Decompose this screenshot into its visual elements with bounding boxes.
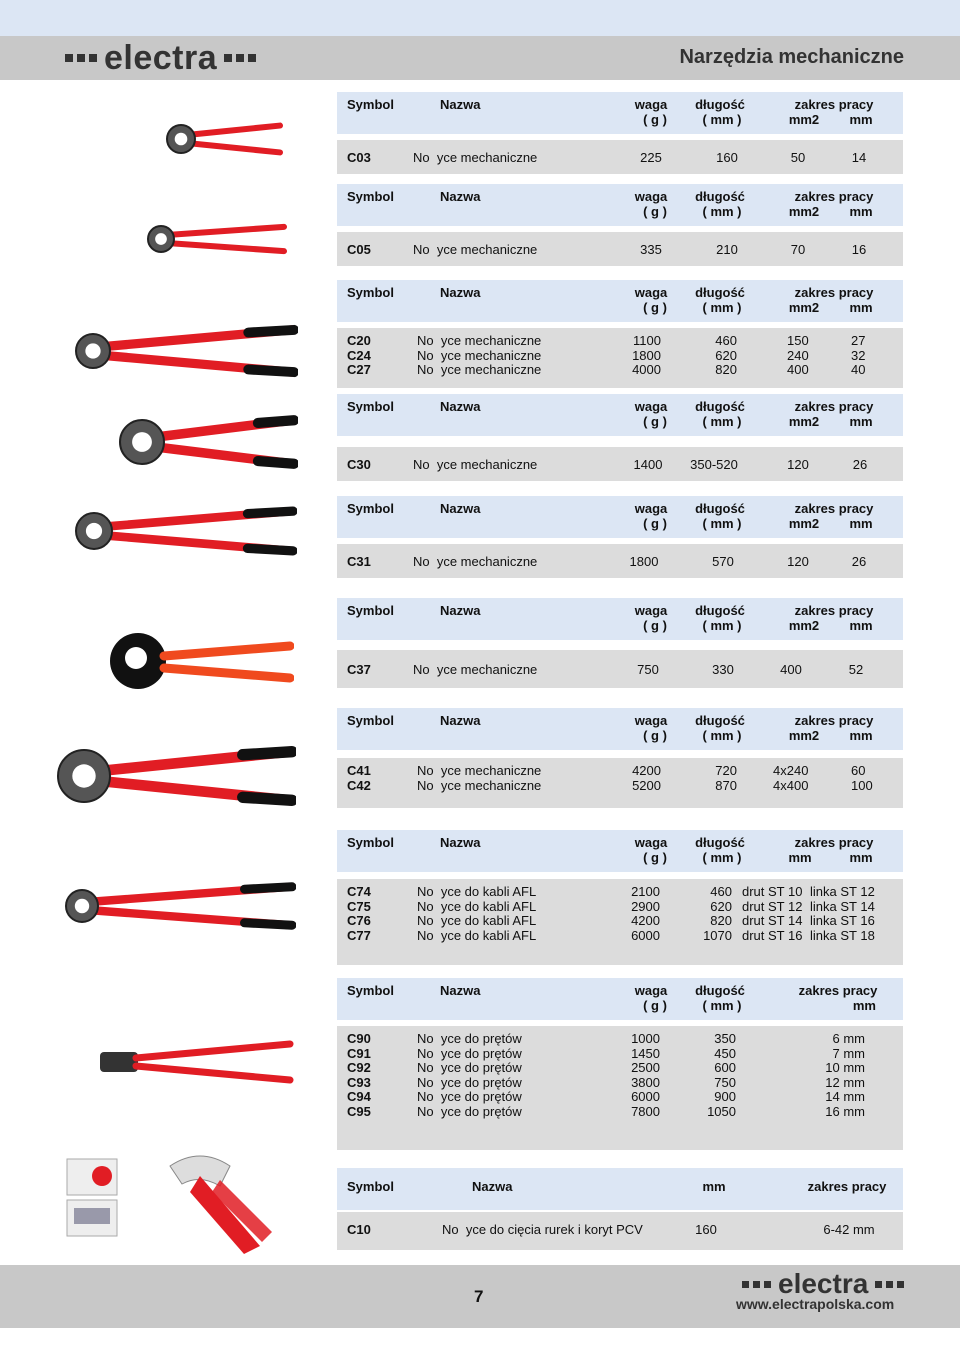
- col-range-header: zakres pracy: [794, 97, 874, 112]
- row-range-mm: 26: [851, 554, 867, 569]
- col-length-header: długość: [695, 983, 745, 998]
- row-name: No yce do prętów: [417, 1103, 522, 1119]
- col-length-unit: ( mm ): [702, 849, 742, 865]
- col-length-header: długość: [695, 97, 745, 112]
- row-range-mm: 27: [851, 333, 866, 348]
- row-range-mm2: 120: [787, 554, 809, 569]
- col-length-header: długość: [695, 399, 745, 414]
- col-name-header: Nazwa: [440, 501, 481, 516]
- col-range-unit-1: mm2: [788, 617, 820, 633]
- col-range-header: zakres pracy: [794, 189, 874, 204]
- col-name-header: Nazwa: [440, 97, 481, 112]
- col-length-header: długość: [695, 835, 745, 850]
- row-name: No yce do kabli AFL: [417, 913, 537, 928]
- row-length: 1050: [707, 1103, 736, 1119]
- row-weight: 3800: [631, 1074, 660, 1090]
- col-range-unit-2: mm: [849, 111, 873, 127]
- col-range-unit-2: mm: [849, 727, 873, 743]
- row-range-mm2: 4x400: [773, 777, 809, 793]
- col-range-unit-1: mm2: [788, 515, 820, 531]
- row-weight: 4000: [632, 362, 661, 377]
- row-length: 820: [715, 362, 737, 377]
- row-weight: 4200: [631, 913, 660, 928]
- row-name: No yce do prętów: [417, 1031, 522, 1046]
- col-symbol-header: Symbol: [347, 189, 394, 204]
- row-name: No yce do kabli AFL: [417, 884, 537, 899]
- col-symbol-header: Symbol: [347, 1179, 394, 1194]
- col-range-unit-1: mm2: [788, 413, 820, 429]
- col-weight-unit: ( g ): [643, 413, 667, 429]
- row-range-mm: 52: [848, 662, 864, 677]
- row-length: 750: [714, 1074, 736, 1090]
- cable-cutter-icon: [72, 318, 298, 384]
- row-symbol: C93: [347, 1074, 371, 1090]
- row-weight: 1800: [629, 554, 659, 569]
- row-range: 10 mm: [825, 1060, 865, 1075]
- row-symbol: C05: [347, 242, 371, 257]
- row-range-wire: drut ST 16: [742, 927, 803, 943]
- row-weight: 5200: [632, 777, 661, 793]
- bolt-cutter-icon: [96, 1036, 294, 1088]
- row-weight: 2100: [631, 884, 660, 899]
- row-range: 6-42 mm: [823, 1222, 875, 1237]
- page-header: [0, 36, 960, 80]
- row-length: 330: [712, 662, 734, 677]
- col-weight-unit: ( g ): [643, 617, 667, 633]
- row-name: No yce do cięcia rurek i koryt PCV: [442, 1222, 643, 1237]
- col-weight-unit: ( g ): [643, 849, 667, 865]
- row-length: 720: [715, 763, 737, 778]
- row-length: 620: [710, 898, 732, 914]
- col-name-header: Nazwa: [440, 189, 481, 204]
- col-weight-unit: ( g ): [643, 997, 667, 1013]
- row-name: No yce do prętów: [417, 1045, 522, 1061]
- col-range-unit-1: mm2: [788, 727, 820, 743]
- row-name: No yce mechaniczne: [413, 457, 538, 472]
- row-symbol: C76: [347, 913, 371, 928]
- row-range-mm: 60: [851, 763, 866, 778]
- col-range-header: zakres pracy: [807, 1179, 887, 1194]
- row-length: 350-520: [690, 457, 738, 472]
- electra-logo: [58, 36, 263, 80]
- row-weight: 4200: [632, 763, 661, 778]
- row-mm: 160: [695, 1222, 717, 1237]
- row-range: 14 mm: [825, 1089, 865, 1104]
- row-range-mm2: 120: [787, 457, 809, 472]
- row-range-mm2: 50: [790, 150, 806, 165]
- row-length: 210: [716, 242, 738, 257]
- col-weight-header: waga: [634, 983, 668, 998]
- col-symbol-header: Symbol: [347, 603, 394, 618]
- row-symbol: C90: [347, 1031, 371, 1046]
- col-symbol-header: Symbol: [347, 835, 394, 850]
- row-range-mm: 32: [851, 347, 866, 363]
- col-name-header: Nazwa: [440, 983, 481, 998]
- cable-cutter-icon: [144, 220, 290, 258]
- row-symbol: C75: [347, 898, 371, 914]
- row-symbol: C37: [347, 662, 371, 677]
- ratchet-cutter-icon: [72, 500, 297, 562]
- col-symbol-header: Symbol: [347, 399, 394, 414]
- row-symbol: C77: [347, 927, 371, 943]
- row-range-mm2: 400: [780, 662, 802, 677]
- row-length: 570: [712, 554, 734, 569]
- col-range-unit-2: mm: [849, 299, 873, 315]
- row-name: No yce do prętów: [417, 1074, 522, 1090]
- col-range-header: zakres pracy: [794, 501, 874, 516]
- row-weight: 1100: [633, 333, 661, 348]
- row-name: No yce mechaniczne: [417, 777, 542, 793]
- row-weight: 225: [640, 150, 662, 165]
- row-name: No yce do kabli AFL: [417, 927, 537, 943]
- col-length-unit: ( mm ): [702, 515, 742, 531]
- col-name-header: Nazwa: [440, 713, 481, 728]
- row-weight: 2900: [631, 898, 660, 914]
- pipe-cutter-icon: [160, 1146, 278, 1258]
- row-symbol: C27: [347, 362, 371, 377]
- row-range-mm: 16: [851, 242, 867, 257]
- ratchet-cutter-icon: [54, 738, 296, 814]
- row-length: 620: [715, 347, 737, 363]
- row-range-wire: drut ST 10: [742, 884, 803, 899]
- row-symbol: C92: [347, 1060, 371, 1075]
- row-name: No yce mechaniczne: [413, 150, 538, 165]
- pipe-cutter-icon: [66, 1158, 118, 1238]
- row-weight: 1450: [631, 1045, 660, 1061]
- col-weight-unit: ( g ): [643, 299, 667, 315]
- col-symbol-header: Symbol: [347, 501, 394, 516]
- row-range-strand: linka ST 12: [810, 884, 875, 899]
- row-length: 600: [714, 1060, 736, 1075]
- col-range-unit: mm: [852, 997, 876, 1013]
- col-range-unit-2: mm: [849, 515, 873, 531]
- row-symbol: C30: [347, 457, 371, 472]
- col-mm-header: mm: [702, 1179, 726, 1194]
- col-range-header: zakres pracy: [794, 285, 874, 300]
- row-range: 16 mm: [825, 1103, 865, 1119]
- row-name: No yce do kabli AFL: [417, 898, 537, 914]
- col-range-header: zakres pracy: [794, 603, 874, 618]
- row-symbol: C91: [347, 1045, 371, 1061]
- ratchet-cutter-icon: [104, 628, 294, 694]
- ratchet-cutter-icon: [116, 408, 298, 476]
- row-symbol: C10: [347, 1222, 371, 1237]
- col-weight-header: waga: [634, 713, 668, 728]
- col-symbol-header: Symbol: [347, 713, 394, 728]
- col-weight-unit: ( g ): [643, 727, 667, 743]
- col-range-header: zakres pracy: [794, 835, 874, 850]
- row-symbol: C24: [347, 347, 371, 363]
- col-name-header: Nazwa: [440, 285, 481, 300]
- col-length-header: długość: [695, 603, 745, 618]
- col-range-unit-2: mm: [849, 617, 873, 633]
- row-range-mm: 14: [851, 150, 867, 165]
- row-weight: 1400: [633, 457, 663, 472]
- row-name: No yce do prętów: [417, 1060, 522, 1075]
- row-symbol: C94: [347, 1089, 371, 1104]
- row-name: No yce mechaniczne: [413, 242, 538, 257]
- row-weight: 1800: [632, 347, 661, 363]
- col-length-header: długość: [695, 713, 745, 728]
- row-symbol: C31: [347, 554, 371, 569]
- col-length-header: długość: [695, 189, 745, 204]
- col-symbol-header: Symbol: [347, 97, 394, 112]
- row-length: 450: [714, 1045, 736, 1061]
- col-weight-header: waga: [634, 97, 668, 112]
- col-weight-header: waga: [634, 835, 668, 850]
- row-range: 6 mm: [832, 1031, 865, 1046]
- row-range-mm: 40: [851, 362, 866, 377]
- col-weight-header: waga: [634, 603, 668, 618]
- row-range-mm2: 70: [790, 242, 806, 257]
- row-weight: 750: [637, 662, 659, 677]
- col-weight-header: waga: [634, 189, 668, 204]
- footer-logo-text: electra: [778, 1268, 869, 1299]
- row-name: No yce mechaniczne: [413, 662, 538, 677]
- col-range-header: zakres pracy: [794, 399, 874, 414]
- col-range-unit-1: mm2: [788, 111, 820, 127]
- row-length: 160: [716, 150, 738, 165]
- col-length-unit: ( mm ): [702, 727, 742, 743]
- col-weight-unit: ( g ): [643, 203, 667, 219]
- col-range-unit-2: mm: [849, 413, 873, 429]
- col-range-header: zakres pracy: [794, 713, 874, 728]
- row-range: 12 mm: [825, 1074, 865, 1090]
- page-title: Narzędzia mechaniczne: [679, 46, 904, 68]
- col-length-unit: ( mm ): [702, 997, 742, 1013]
- col-weight-header: waga: [634, 285, 668, 300]
- col-symbol-header: Symbol: [347, 983, 394, 998]
- row-range-mm2: 4x240: [773, 763, 809, 778]
- col-length-unit: ( mm ): [702, 111, 742, 127]
- row-weight: 6000: [631, 927, 660, 943]
- row-length: 900: [714, 1089, 736, 1104]
- col-name-header: Nazwa: [440, 603, 481, 618]
- row-weight: 7800: [631, 1103, 660, 1119]
- col-length-header: długość: [695, 501, 745, 516]
- col-name-header: Nazwa: [472, 1179, 513, 1194]
- col-name-header: Nazwa: [440, 835, 481, 850]
- row-symbol: C20: [347, 333, 371, 348]
- row-range: 7 mm: [832, 1045, 865, 1061]
- row-range-mm: 100: [851, 777, 873, 793]
- page-number: 7: [474, 1287, 484, 1306]
- col-length-unit: ( mm ): [702, 413, 742, 429]
- row-name: No yce do prętów: [417, 1089, 522, 1104]
- row-range-wire: drut ST 12: [742, 898, 803, 914]
- logo-text: electra: [104, 38, 218, 77]
- col-weight-unit: ( g ): [643, 515, 667, 531]
- row-symbol: C42: [347, 777, 371, 793]
- col-range-unit-1: mm2: [788, 299, 820, 315]
- website-url: www.electrapolska.com: [736, 1296, 895, 1312]
- row-name: No yce mechaniczne: [413, 554, 538, 569]
- row-length: 870: [715, 777, 737, 793]
- row-name: No yce mechaniczne: [417, 333, 542, 348]
- row-range-strand: linka ST 14: [810, 898, 875, 914]
- col-range-unit-1: mm2: [788, 203, 820, 219]
- cable-cutter-icon: [62, 876, 296, 936]
- row-symbol: C03: [347, 150, 371, 165]
- col-range-unit-2: mm: [849, 203, 873, 219]
- col-length-unit: ( mm ): [702, 617, 742, 633]
- row-weight: 335: [640, 242, 662, 257]
- row-range-mm2: 150: [787, 333, 809, 348]
- row-length: 1070: [703, 927, 732, 943]
- top-strip: [0, 0, 960, 36]
- col-range-unit-1: mm: [788, 849, 812, 865]
- row-range-strand: linka ST 16: [810, 913, 875, 928]
- row-symbol: C95: [347, 1103, 371, 1119]
- col-range-header: zakres pracy: [798, 983, 878, 998]
- row-range-strand: linka ST 18: [810, 927, 875, 943]
- row-name: No yce mechaniczne: [417, 763, 542, 778]
- row-length: 460: [710, 884, 732, 899]
- row-length: 460: [715, 333, 737, 348]
- cable-cutter-icon: [163, 118, 286, 160]
- row-symbol: C41: [347, 763, 371, 778]
- row-name: No yce mechaniczne: [417, 362, 542, 377]
- row-length: 820: [710, 913, 732, 928]
- row-symbol: C74: [347, 884, 371, 899]
- row-weight: 6000: [631, 1089, 660, 1104]
- col-length-unit: ( mm ): [702, 299, 742, 315]
- row-name: No yce mechaniczne: [417, 347, 542, 363]
- row-weight: 1000: [631, 1031, 660, 1046]
- row-range-mm2: 400: [787, 362, 809, 377]
- row-length: 350: [714, 1031, 736, 1046]
- row-range-mm2: 240: [787, 347, 809, 363]
- page-footer: [0, 1265, 960, 1328]
- row-range-mm: 26: [852, 457, 868, 472]
- col-symbol-header: Symbol: [347, 285, 394, 300]
- col-length-header: długość: [695, 285, 745, 300]
- col-name-header: Nazwa: [440, 399, 481, 414]
- col-weight-unit: ( g ): [643, 111, 667, 127]
- row-weight: 2500: [631, 1060, 660, 1075]
- col-length-unit: ( mm ): [702, 203, 742, 219]
- col-range-unit-2: mm: [849, 849, 873, 865]
- col-weight-header: waga: [634, 501, 668, 516]
- row-range-wire: drut ST 14: [742, 913, 803, 928]
- col-weight-header: waga: [634, 399, 668, 414]
